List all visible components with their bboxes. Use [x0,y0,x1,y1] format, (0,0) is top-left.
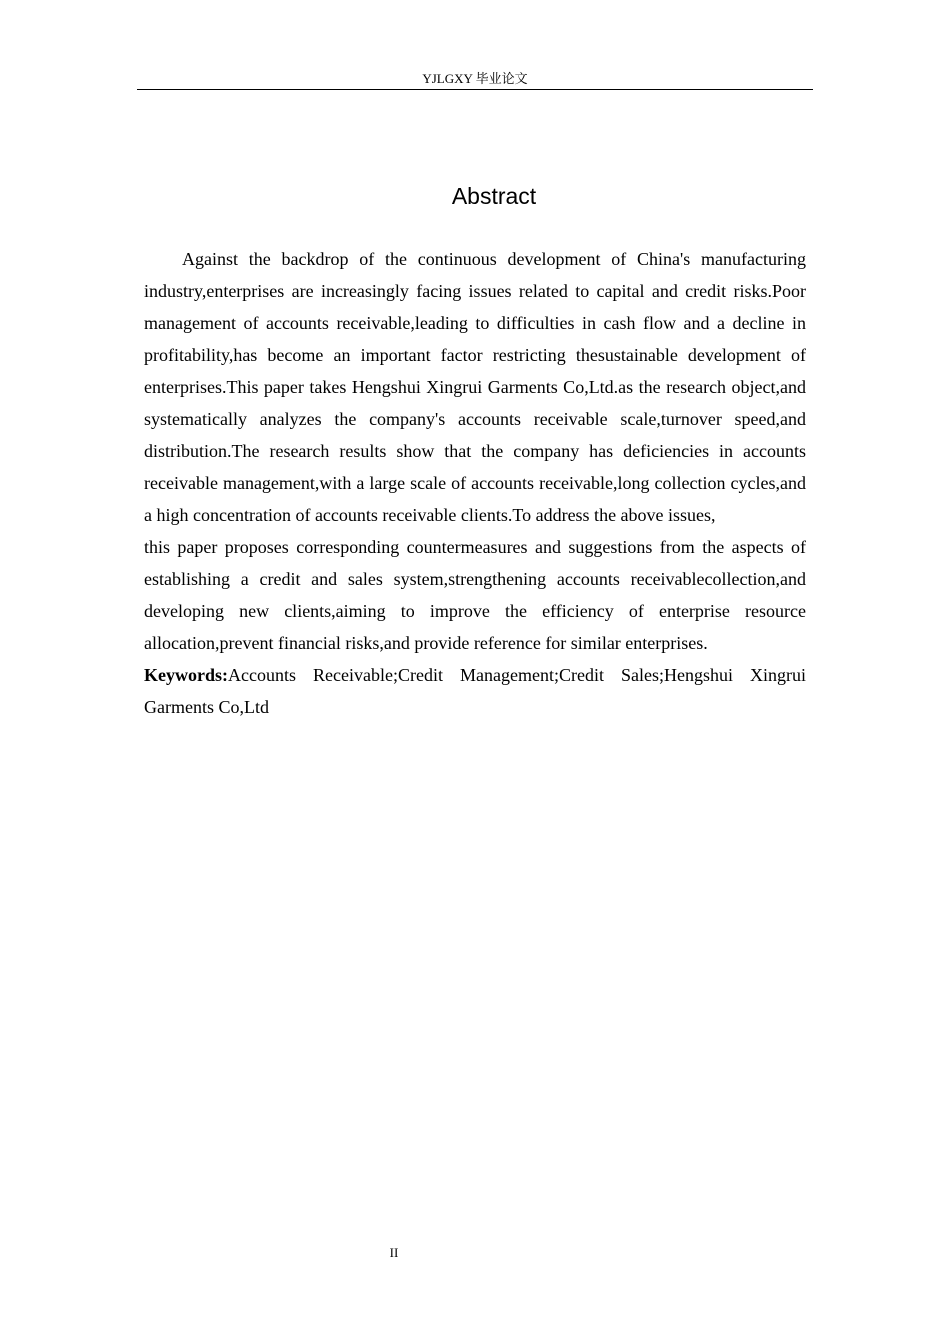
header-text: YJLGXY 毕业论文 [422,71,528,86]
abstract-paragraph-1: Against the backdrop of the continuous development of China's manufacturing industry,enterprises are increasingly facing issues related to capital and credit risks.Poor management of accounts receivable,leading to difficulties in cash flow and a decline in profitability,has become an important factor restricting thesustainable development of enterprises.This paper takes Hengshui Xingrui Garments Co,Ltd.as the research object,and systematically analyzes the company's accounts receivable scale,turnover speed,and distribution.The research results show that the company has deficiencies in accounts receivable management,with a large scale of accounts receivable,long collection cycles,and a high concentration of accounts receivable clients.To address the above issues, [144,249,806,525]
abstract-title: Abstract [451,183,537,209]
keywords-text: Accounts Receivable;Credit Management;Credit Sales;Hengshui Xingrui Garments Co,Ltd [144,665,806,717]
abstract-paragraph-2: this paper proposes corresponding countermeasures and suggestions from the aspects of establishing a credit and sales system,strengthening accounts receivablecollection,and developing new clients,aiming to improve the efficiency of enterprise resource allocation,prevent financial risks,and provide reference for similar enterprises. [144,537,806,653]
keywords-label: Keywords: [144,665,228,685]
page-number: II [389,1245,399,1260]
keywords-line [144,659,806,723]
abstract-body [144,243,806,723]
page-header [137,70,813,90]
